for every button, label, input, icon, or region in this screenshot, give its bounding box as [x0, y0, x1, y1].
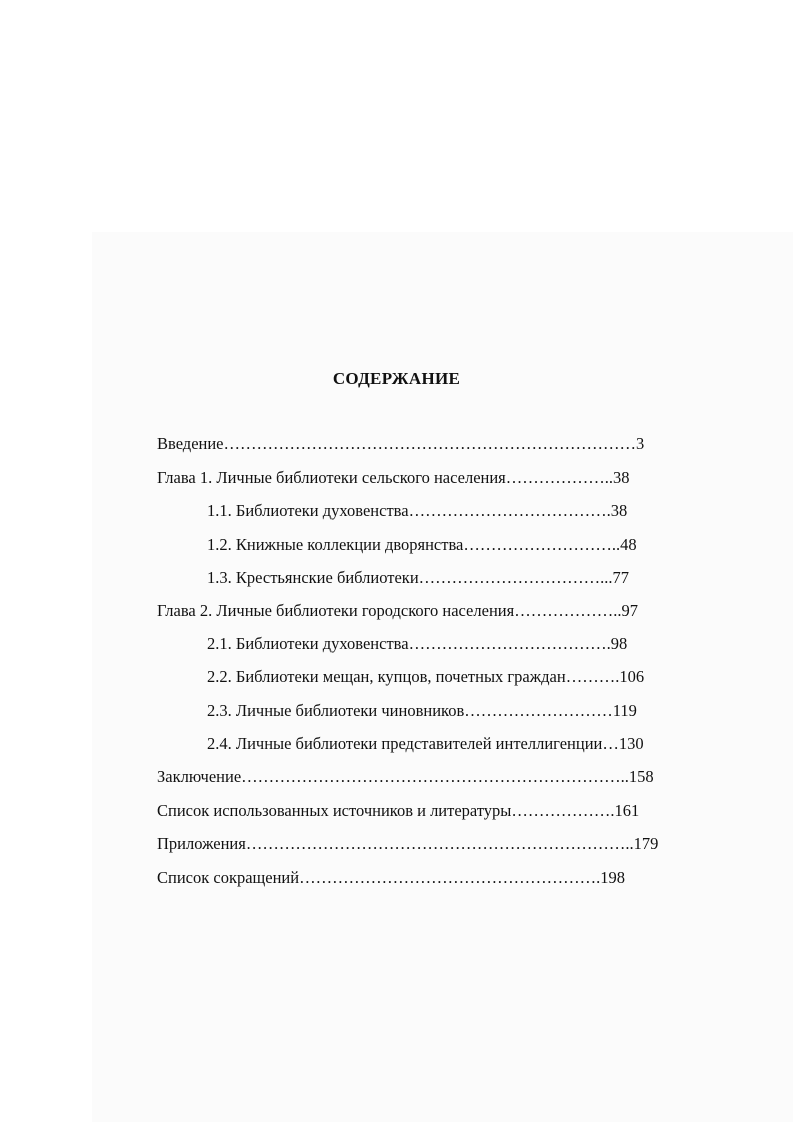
toc-entry-section-2-3	[207, 699, 637, 723]
toc-entry-label: Список использованных источников и литературы	[157, 801, 512, 820]
toc-entry-leader: ……………….	[511, 801, 615, 820]
toc-entry-label: Приложения	[157, 834, 246, 853]
toc-entry-leader: ………………..	[514, 601, 622, 620]
toc-entry-page: 38	[610, 501, 628, 520]
toc-entry-leader: ………………………..	[463, 535, 621, 554]
toc-entry-leader: ……………………………...	[418, 568, 613, 587]
toc-entry-page: 119	[612, 701, 637, 720]
toc-entry-label: 1.2. Книжные коллекции дворянства	[207, 535, 464, 554]
toc-entry-page: 97	[621, 601, 638, 620]
toc-entry-label: Глава 1. Личные библиотеки сельского населения	[157, 468, 506, 487]
toc-entry-page: 106	[619, 667, 645, 686]
toc-entry-label: 2.1. Библиотеки духовенства	[207, 634, 409, 653]
toc-entry-leader: ………………………	[464, 701, 613, 720]
toc-entry-leader: ……………………………….	[408, 501, 611, 520]
toc-entry-label: Заключение	[157, 767, 242, 786]
toc-entry-introduction	[157, 432, 644, 456]
toc-entry-label: 2.3. Личные библиотеки чиновников	[207, 701, 465, 720]
toc-entry-leader: ……………………………………………………………..	[245, 834, 634, 853]
toc-entry-page: 130	[618, 734, 644, 753]
toc-entry-label: Список сокращений	[157, 868, 300, 887]
toc-entry-leader: ……………………………….	[408, 634, 611, 653]
toc-entry-abbreviations	[157, 866, 625, 890]
toc-entry-page: 98	[610, 634, 628, 653]
toc-entry-leader: …………………………………………………………………	[223, 434, 637, 453]
toc-entry-leader: ……………………………………………………………..	[241, 767, 629, 786]
toc-entry-chapter-2	[157, 599, 638, 623]
toc-entry-section-1-2	[207, 533, 637, 557]
toc-entry-chapter-1	[157, 466, 630, 490]
toc-entry-label: 1.1. Библиотеки духовенства	[207, 501, 409, 520]
toc-entry-appendices	[157, 832, 658, 856]
toc-entry-sources	[157, 799, 639, 823]
toc-entry-leader: ………………..	[505, 468, 614, 487]
toc-entry-leader: ……………………………………………….	[299, 868, 601, 887]
toc-entry-section-2-1	[207, 632, 627, 656]
toc-entry-label: Глава 2. Личные библиотеки городского населения	[157, 601, 515, 620]
toc-entry-leader: ……….	[565, 667, 620, 686]
toc-entry-page: 48	[620, 535, 637, 554]
toc-entry-section-2-2	[207, 665, 644, 689]
toc-entry-page: 77	[612, 568, 630, 587]
toc-entry-leader: …	[602, 734, 619, 753]
page-title: СОДЕРЖАНИЕ	[332, 369, 461, 388]
toc-entry-section-2-4	[207, 732, 644, 756]
toc-entry-page: 198	[600, 868, 625, 887]
toc-entry-conclusion	[157, 765, 654, 789]
toc-entry-label: 1.3. Крестьянские библиотеки	[207, 568, 419, 587]
toc-entry-label: 2.4. Личные библиотеки представителей интеллигенции	[207, 734, 603, 753]
toc-entry-label: 2.2. Библиотеки мещан, купцов, почетных граждан	[207, 667, 566, 686]
toc-entry-section-1-3	[207, 566, 629, 590]
toc-entry-page: 161	[614, 801, 640, 820]
toc-entry-page: 3	[636, 434, 645, 453]
toc-entry-label: Введение	[157, 434, 224, 453]
toc-entry-section-1-1	[207, 499, 627, 523]
toc-entry-page: 38	[613, 468, 630, 487]
toc-entry-page: 179	[633, 834, 659, 853]
toc-entry-page: 158	[628, 767, 654, 786]
